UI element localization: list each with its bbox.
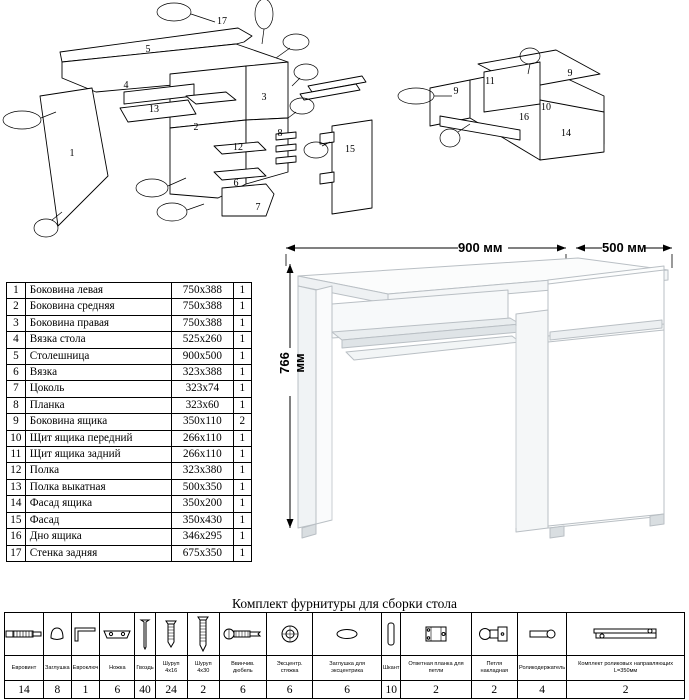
part-name: Боковина ящика xyxy=(25,414,171,430)
table-row xyxy=(7,414,252,430)
hardware-count: 2 xyxy=(567,681,685,699)
hardware-name: Комплект роликовых направляющих L=350мм xyxy=(567,656,685,681)
part-qty: 1 xyxy=(233,463,251,479)
part-name: Боковина средняя xyxy=(25,299,171,315)
part-name: Полка xyxy=(25,463,171,479)
roller-holder-icon xyxy=(527,626,557,642)
part-size: 750х388 xyxy=(172,315,234,331)
part-index: 16 xyxy=(7,529,26,545)
hardware-names-row xyxy=(5,656,685,681)
svg-text:17: 17 xyxy=(217,16,227,27)
euro-screw-icon xyxy=(5,627,43,641)
svg-text:2: 2 xyxy=(193,122,199,133)
height-dimension-label: 766 мм xyxy=(277,352,307,374)
part-index: 3 xyxy=(7,315,26,331)
hardware-name: Гвоздь xyxy=(135,656,155,681)
desk-render-svg xyxy=(258,228,688,568)
hardware-count: 8 xyxy=(44,681,72,699)
part-index: 2 xyxy=(7,299,26,315)
cap-icon xyxy=(47,624,67,644)
part-name: Цоколь xyxy=(25,381,171,397)
part-index: 11 xyxy=(7,447,26,463)
part-qty: 1 xyxy=(233,447,251,463)
hardware-cell-hinge-plate xyxy=(401,613,471,656)
table-row xyxy=(7,283,252,299)
hardware-count: 6 xyxy=(100,681,135,699)
part-qty: 1 xyxy=(233,332,251,348)
foot-icon xyxy=(100,625,134,643)
part-index: 14 xyxy=(7,496,26,512)
hardware-count: 2 xyxy=(471,681,517,699)
part-name: Планка xyxy=(25,397,171,413)
part-index: 4 xyxy=(7,332,26,348)
part-qty: 1 xyxy=(233,479,251,495)
svg-text:3: 3 xyxy=(261,92,267,103)
desk-render-with-dimensions xyxy=(258,228,688,568)
hardware-count: 40 xyxy=(135,681,155,699)
hinge-plate-icon xyxy=(423,621,449,647)
hardware-count: 4 xyxy=(517,681,566,699)
part-size: 266х110 xyxy=(172,447,234,463)
hardware-count: 24 xyxy=(155,681,187,699)
part-index: 8 xyxy=(7,397,26,413)
part-size: 266х110 xyxy=(172,430,234,446)
hardware-cell-eccentric-cap xyxy=(313,613,382,656)
part-qty: 1 xyxy=(233,397,251,413)
part-qty: 2 xyxy=(233,414,251,430)
part-qty: 1 xyxy=(233,283,251,299)
hardware-count: 2 xyxy=(187,681,219,699)
part-index: 12 xyxy=(7,463,26,479)
hardware-count: 6 xyxy=(219,681,266,699)
svg-text:9: 9 xyxy=(567,68,573,79)
table-row xyxy=(7,529,252,545)
hardware-name: Эксцентр. стяжка xyxy=(266,656,312,681)
hardware-name: Петля накладная xyxy=(471,656,517,681)
part-name: Стенка задняя xyxy=(25,545,171,561)
screw-4x30-icon xyxy=(197,615,209,653)
table-row xyxy=(7,479,252,495)
part-size: 350х200 xyxy=(172,496,234,512)
depth-dimension-label: 500 мм xyxy=(602,240,647,255)
hardware-name: Шкант xyxy=(381,656,400,681)
hardware-cell-dowel xyxy=(381,613,400,656)
hardware-name: Шуруп 4х16 xyxy=(155,656,187,681)
roller-guides-icon xyxy=(592,625,660,643)
hardware-cell-roller-guides xyxy=(567,613,685,656)
hardware-name: Ответная планка для петли xyxy=(401,656,471,681)
part-name: Щит ящика передний xyxy=(25,430,171,446)
part-name: Боковина левая xyxy=(25,283,171,299)
hardware-count: 2 xyxy=(401,681,471,699)
hardware-count: 6 xyxy=(266,681,312,699)
part-size: 675х350 xyxy=(172,545,234,561)
svg-text:5: 5 xyxy=(145,44,151,55)
hardware-name: Шуруп 4х30 xyxy=(187,656,219,681)
hardware-name: Заглушка xyxy=(44,656,72,681)
part-size: 346х295 xyxy=(172,529,234,545)
screw-in-dowel-icon xyxy=(223,627,263,641)
part-size: 750х388 xyxy=(172,283,234,299)
table-row xyxy=(7,299,252,315)
table-row xyxy=(7,512,252,528)
svg-text:13: 13 xyxy=(149,104,159,115)
part-name: Полка выкатная xyxy=(25,479,171,495)
hardware-name: Заглушка для эксцентрика xyxy=(313,656,382,681)
part-size: 525х260 xyxy=(172,332,234,348)
table-row xyxy=(7,447,252,463)
part-index: 15 xyxy=(7,512,26,528)
hardware-section-title: Комплект фурнитуры для сборки стола xyxy=(232,596,457,611)
hardware-name: Ввинчив. дюбель xyxy=(219,656,266,681)
hardware-name: Ножка xyxy=(100,656,135,681)
nail-icon xyxy=(139,617,151,651)
table-row xyxy=(7,381,252,397)
svg-text:16: 16 xyxy=(519,112,529,123)
hardware-cell-nail xyxy=(135,613,155,656)
hardware-cell-hex-key xyxy=(71,613,100,656)
svg-text:7: 7 xyxy=(255,202,261,213)
part-size: 323х380 xyxy=(172,463,234,479)
table-row xyxy=(7,397,252,413)
svg-text:12: 12 xyxy=(233,142,243,153)
exploded-diagram-svg xyxy=(0,0,689,240)
table-row xyxy=(7,332,252,348)
svg-text:15: 15 xyxy=(345,144,355,155)
hardware-count: 1 xyxy=(71,681,100,699)
hardware-count: 14 xyxy=(5,681,44,699)
svg-text:14: 14 xyxy=(561,128,571,139)
table-row xyxy=(7,545,252,561)
hardware-name: Евровинт xyxy=(5,656,44,681)
table-row xyxy=(7,463,252,479)
part-size: 350х110 xyxy=(172,414,234,430)
part-name: Дно ящика xyxy=(25,529,171,545)
hardware-cell-roller-holder xyxy=(517,613,566,656)
part-index: 9 xyxy=(7,414,26,430)
hex-key-icon xyxy=(72,624,98,644)
svg-text:6: 6 xyxy=(233,178,239,189)
part-size: 323х74 xyxy=(172,381,234,397)
part-size: 323х60 xyxy=(172,397,234,413)
part-name: Фасад ящика xyxy=(25,496,171,512)
hardware-count: 10 xyxy=(381,681,400,699)
part-name: Фасад xyxy=(25,512,171,528)
part-size: 900х500 xyxy=(172,348,234,364)
part-index: 7 xyxy=(7,381,26,397)
svg-text:8: 8 xyxy=(277,128,283,139)
hardware-cell-cap xyxy=(44,613,72,656)
screw-4x16-icon xyxy=(165,618,177,650)
hardware-cell-screw-in-dowel xyxy=(219,613,266,656)
svg-text:11: 11 xyxy=(485,76,495,87)
svg-text:1: 1 xyxy=(69,148,75,159)
part-qty: 1 xyxy=(233,430,251,446)
part-index: 6 xyxy=(7,365,26,381)
hardware-cell-screw-4x16 xyxy=(155,613,187,656)
part-name: Вязка xyxy=(25,365,171,381)
hardware-name: Роликодержатель xyxy=(517,656,566,681)
part-name: Вязка стола xyxy=(25,332,171,348)
part-qty: 1 xyxy=(233,365,251,381)
dowel-icon xyxy=(385,620,397,648)
hardware-cell-hinge xyxy=(471,613,517,656)
table-row xyxy=(7,315,252,331)
part-qty: 1 xyxy=(233,512,251,528)
hardware-cell-foot xyxy=(100,613,135,656)
part-qty: 1 xyxy=(233,348,251,364)
part-index: 10 xyxy=(7,430,26,446)
hardware-icons-row xyxy=(5,613,685,656)
part-qty: 1 xyxy=(233,529,251,545)
part-size: 750х388 xyxy=(172,299,234,315)
part-qty: 1 xyxy=(233,496,251,512)
part-index: 5 xyxy=(7,348,26,364)
svg-text:4: 4 xyxy=(123,80,129,91)
hardware-count: 6 xyxy=(313,681,382,699)
part-qty: 1 xyxy=(233,315,251,331)
exploded-assembly-diagram xyxy=(0,0,689,240)
hardware-table xyxy=(4,612,685,699)
svg-text:10: 10 xyxy=(541,102,551,113)
table-row xyxy=(7,496,252,512)
eccentric-tie-icon xyxy=(279,623,301,645)
table-row xyxy=(7,365,252,381)
part-qty: 1 xyxy=(233,545,251,561)
hardware-cell-euro-screw xyxy=(5,613,44,656)
part-name: Щит ящика задний xyxy=(25,447,171,463)
part-qty: 1 xyxy=(233,299,251,315)
hardware-counts-row xyxy=(5,681,685,699)
eccentric-cap-icon xyxy=(334,627,360,641)
part-size: 350х430 xyxy=(172,512,234,528)
width-dimension-label: 900 мм xyxy=(458,240,503,255)
hardware-cell-screw-4x30 xyxy=(187,613,219,656)
part-index: 13 xyxy=(7,479,26,495)
part-size: 323х388 xyxy=(172,365,234,381)
svg-text:9: 9 xyxy=(453,86,459,97)
parts-table-body xyxy=(7,283,252,562)
table-row xyxy=(7,430,252,446)
part-index: 1 xyxy=(7,283,26,299)
part-size: 500х350 xyxy=(172,479,234,495)
part-name: Боковина правая xyxy=(25,315,171,331)
part-qty: 1 xyxy=(233,381,251,397)
hardware-cell-eccentric-tie xyxy=(266,613,312,656)
table-row xyxy=(7,348,252,364)
hardware-name: Евроключ xyxy=(71,656,100,681)
parts-table xyxy=(6,282,252,562)
hinge-icon xyxy=(478,623,510,645)
part-name: Столешница xyxy=(25,348,171,364)
part-index: 17 xyxy=(7,545,26,561)
